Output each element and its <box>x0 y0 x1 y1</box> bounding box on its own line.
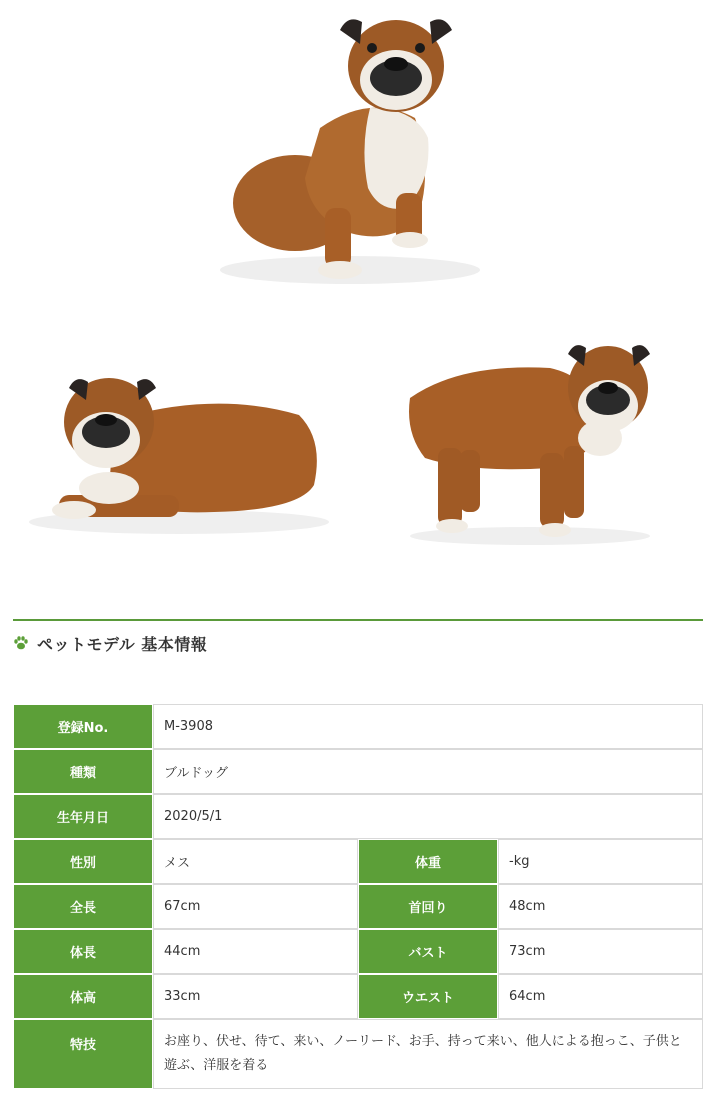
sex-value: メス <box>153 839 358 884</box>
section-header <box>13 632 207 654</box>
table-row <box>13 974 703 1019</box>
neck-value: 48cm <box>498 884 703 929</box>
table-row <box>13 1019 703 1089</box>
total-length-label: 全長 <box>13 884 153 929</box>
neck-label: 首回り <box>358 884 498 929</box>
bust-value: 73cm <box>498 929 703 974</box>
table-row <box>13 794 703 839</box>
bulldog-standing-photo <box>400 338 660 548</box>
skills-label: 特技 <box>13 1019 153 1089</box>
waist-label: ウエスト <box>358 974 498 1019</box>
height-label: 体高 <box>13 974 153 1019</box>
breed-value: ブルドッグ <box>153 749 703 794</box>
birthdate-value: 2020/5/1 <box>153 794 703 839</box>
breed-label: 種類 <box>13 749 153 794</box>
table-row <box>13 884 703 929</box>
birthdate-label: 生年月日 <box>13 794 153 839</box>
skills-value: お座り、伏せ、待て、来い、ノーリード、お手、持って来い、他人による抱っこ、子供と遊ぶ、洋服を着る <box>153 1019 703 1089</box>
body-length-label: 体長 <box>13 929 153 974</box>
waist-value: 64cm <box>498 974 703 1019</box>
bust-label: バスト <box>358 929 498 974</box>
table-row <box>13 704 703 749</box>
registration-no-value: M-3908 <box>153 704 703 749</box>
weight-value: -kg <box>498 839 703 884</box>
section-title: ペットモデル 基本情報 <box>37 634 208 654</box>
section-divider <box>13 619 703 621</box>
registration-no-label: 登録No. <box>13 704 153 749</box>
total-length-value: 67cm <box>153 884 358 929</box>
table-row <box>13 929 703 974</box>
height-value: 33cm <box>153 974 358 1019</box>
table-row <box>13 749 703 794</box>
sex-label: 性別 <box>13 839 153 884</box>
bulldog-lying-photo <box>14 360 334 545</box>
bulldog-sitting-photo <box>200 8 490 293</box>
paw-icon <box>13 635 29 651</box>
pet-profile-table <box>13 704 703 1089</box>
weight-label: 体重 <box>358 839 498 884</box>
table-row <box>13 839 703 884</box>
body-length-value: 44cm <box>153 929 358 974</box>
